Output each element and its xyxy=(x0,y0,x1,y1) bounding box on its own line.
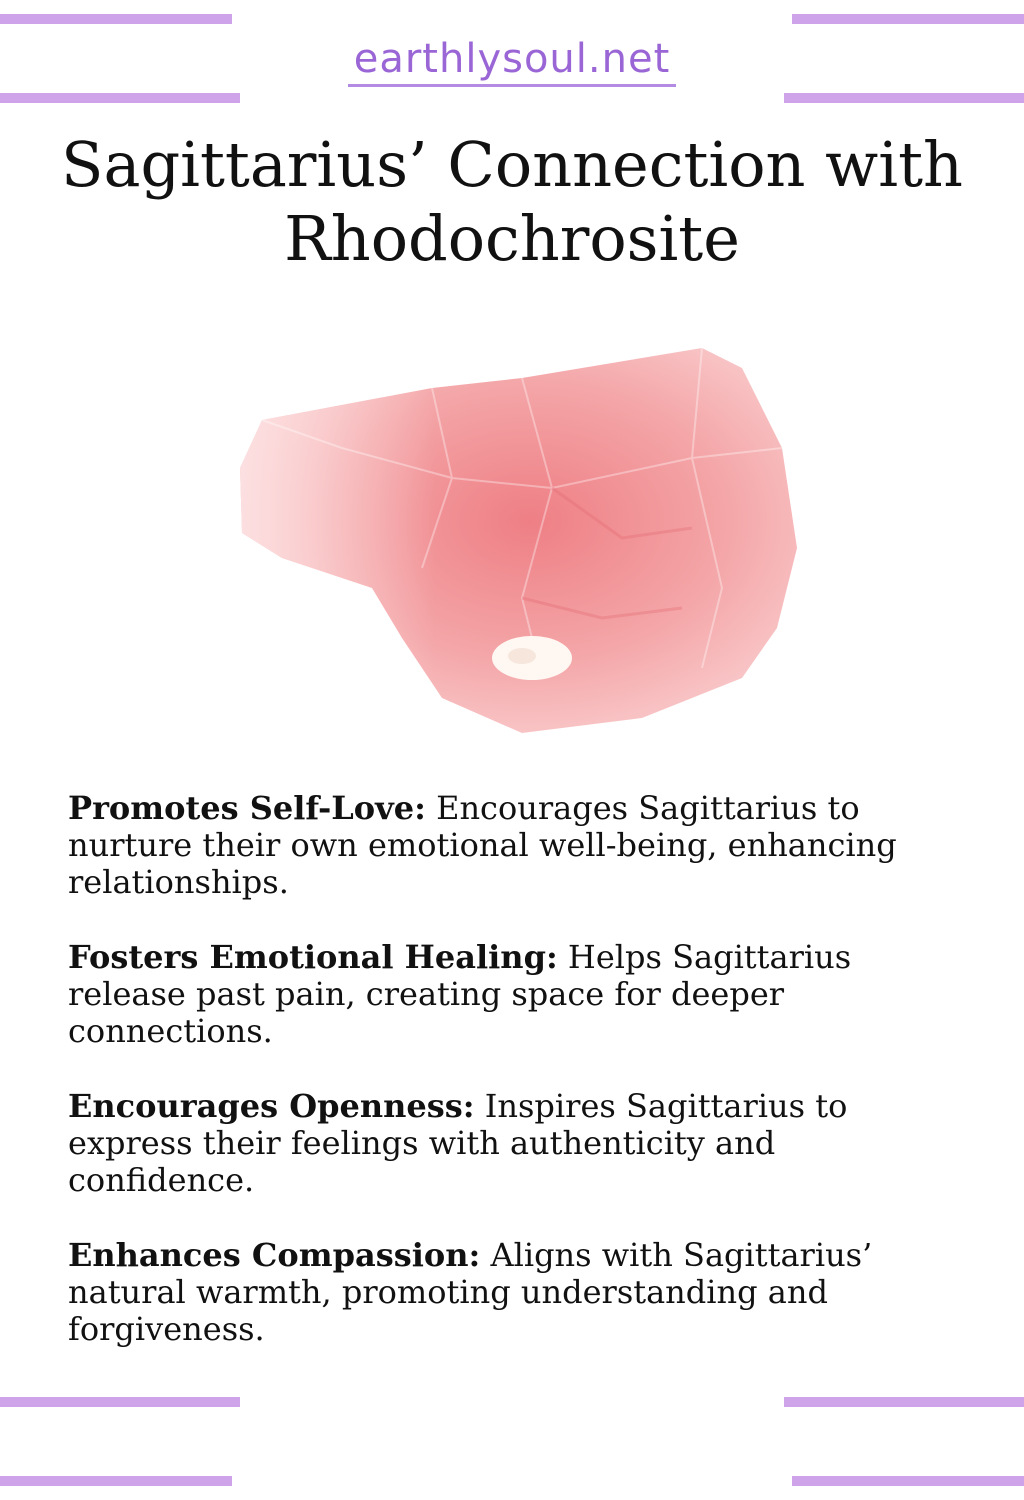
bottom-left-bar-lower xyxy=(0,1476,232,1486)
benefits-list xyxy=(68,790,968,1386)
benefit-item xyxy=(68,1237,968,1348)
benefit-text: Encourages Sagittarius to nurture their own emotional well-being, enhancing relationships. xyxy=(68,789,897,901)
benefit-title: Promotes Self-Love: xyxy=(68,789,426,827)
benefit-item xyxy=(68,1088,968,1199)
benefit-title: Encourages Openness: xyxy=(68,1087,475,1125)
benefit-text: Inspires Sagittarius to express their feelings with authenticity and confidence. xyxy=(68,1087,848,1199)
site-logo-text: earthlysoul.net xyxy=(348,36,677,87)
top-right-bar-lower xyxy=(784,93,1024,103)
benefit-title: Fosters Emotional Healing: xyxy=(68,938,558,976)
top-left-bar-upper xyxy=(0,14,232,24)
bottom-right-bar-upper xyxy=(784,1397,1024,1407)
top-right-bar-upper xyxy=(792,14,1024,24)
bottom-right-bar-lower xyxy=(792,1476,1024,1486)
rhodochrosite-crystal-icon xyxy=(222,338,802,738)
top-left-bar-lower xyxy=(0,93,240,103)
benefit-text: Helps Sagittarius release past pain, creating space for deeper connections. xyxy=(68,938,852,1050)
benefit-item xyxy=(68,790,968,901)
page-title: Sagittarius’ Connection with Rhodochrosite xyxy=(61,128,963,275)
benefit-item xyxy=(68,939,968,1050)
benefit-title: Enhances Compassion: xyxy=(68,1236,481,1274)
site-logo[interactable] xyxy=(0,36,1024,87)
bottom-left-bar-upper xyxy=(0,1397,240,1407)
benefit-text: Aligns with Sagittarius’ natural warmth, promoting understanding and forgiveness. xyxy=(68,1236,873,1348)
